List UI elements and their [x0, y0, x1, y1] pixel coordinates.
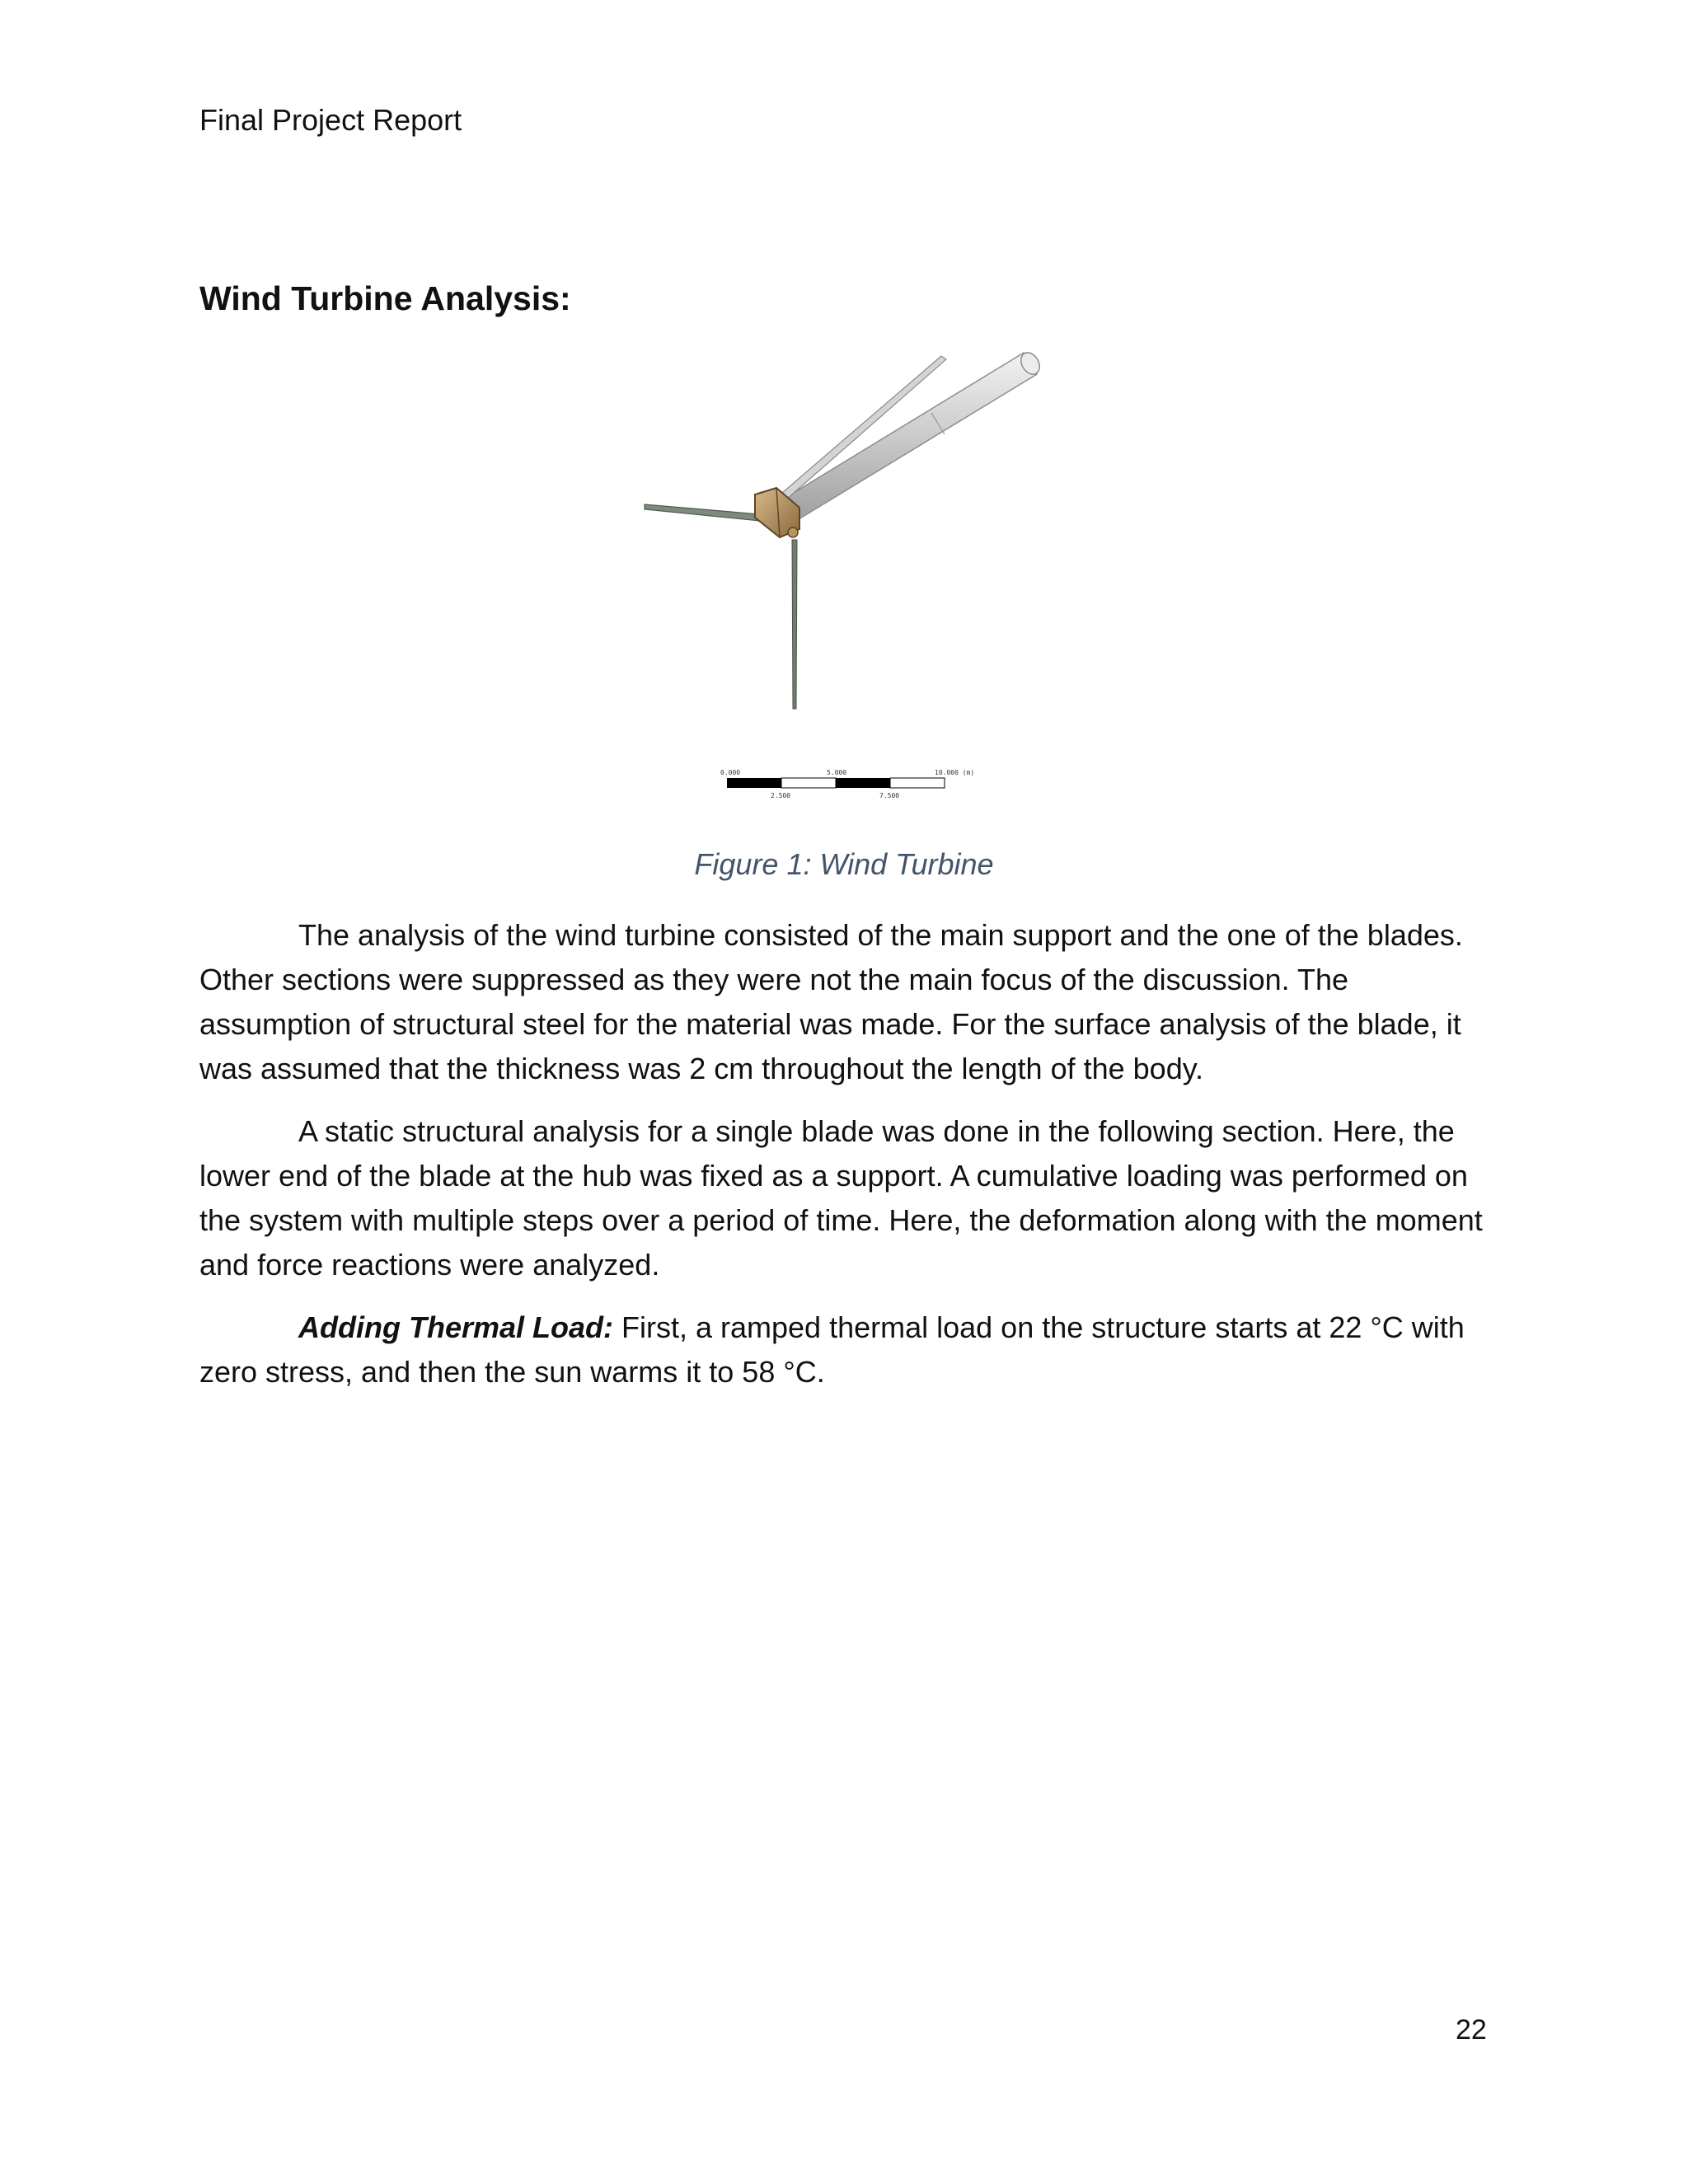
wind-turbine-illustration	[635, 346, 1047, 824]
scale-bar	[720, 769, 974, 799]
left-blade	[645, 504, 760, 521]
section-title: Wind Turbine Analysis:	[199, 279, 571, 317]
paragraph-1: The analysis of the wind turbine consisted of the main support and the one of the blades. Other sections were suppressed as they were not the main focus of the discussion. The assumption of structural steel for the material was made. For the surface analysis of the blade, it was assumed that the thickness was 2 cm throughout the length of the body.	[199, 918, 1463, 1085]
paragraph-2: A static structural analysis for a single blade was done in the following section. Here, the lower end of the blade at the hub was fixed as a support. A cumulative loading was performed on the system with multiple steps over a period of time. Here, the deformation along with the moment and force reactions were analyzed.	[199, 1114, 1483, 1282]
wind-turbine-figure	[635, 346, 1047, 824]
scale-label-5: 5.000	[827, 769, 847, 776]
lower-blade	[792, 540, 797, 709]
running-header: Final Project Report	[199, 103, 462, 137]
paragraph-3-lead-in: Adding Thermal Load:	[298, 1310, 613, 1344]
scale-label-0: 0.000	[720, 769, 741, 776]
figure-caption: Figure 1: Wind Turbine	[694, 847, 994, 881]
paragraph-3	[199, 1305, 1493, 1394]
page-number: 22	[1456, 2014, 1487, 2046]
scale-label-2-5: 2.500	[771, 792, 791, 799]
paragraph-3-text: First, a ramped thermal load on the structure starts at 22 °C with zero stress, and then the sun warms it to 58 °C.	[199, 1310, 1465, 1389]
tower-support	[767, 349, 1043, 531]
scale-label-10: 10.000 (m)	[935, 769, 975, 776]
scale-label-7-5: 7.500	[879, 792, 900, 799]
